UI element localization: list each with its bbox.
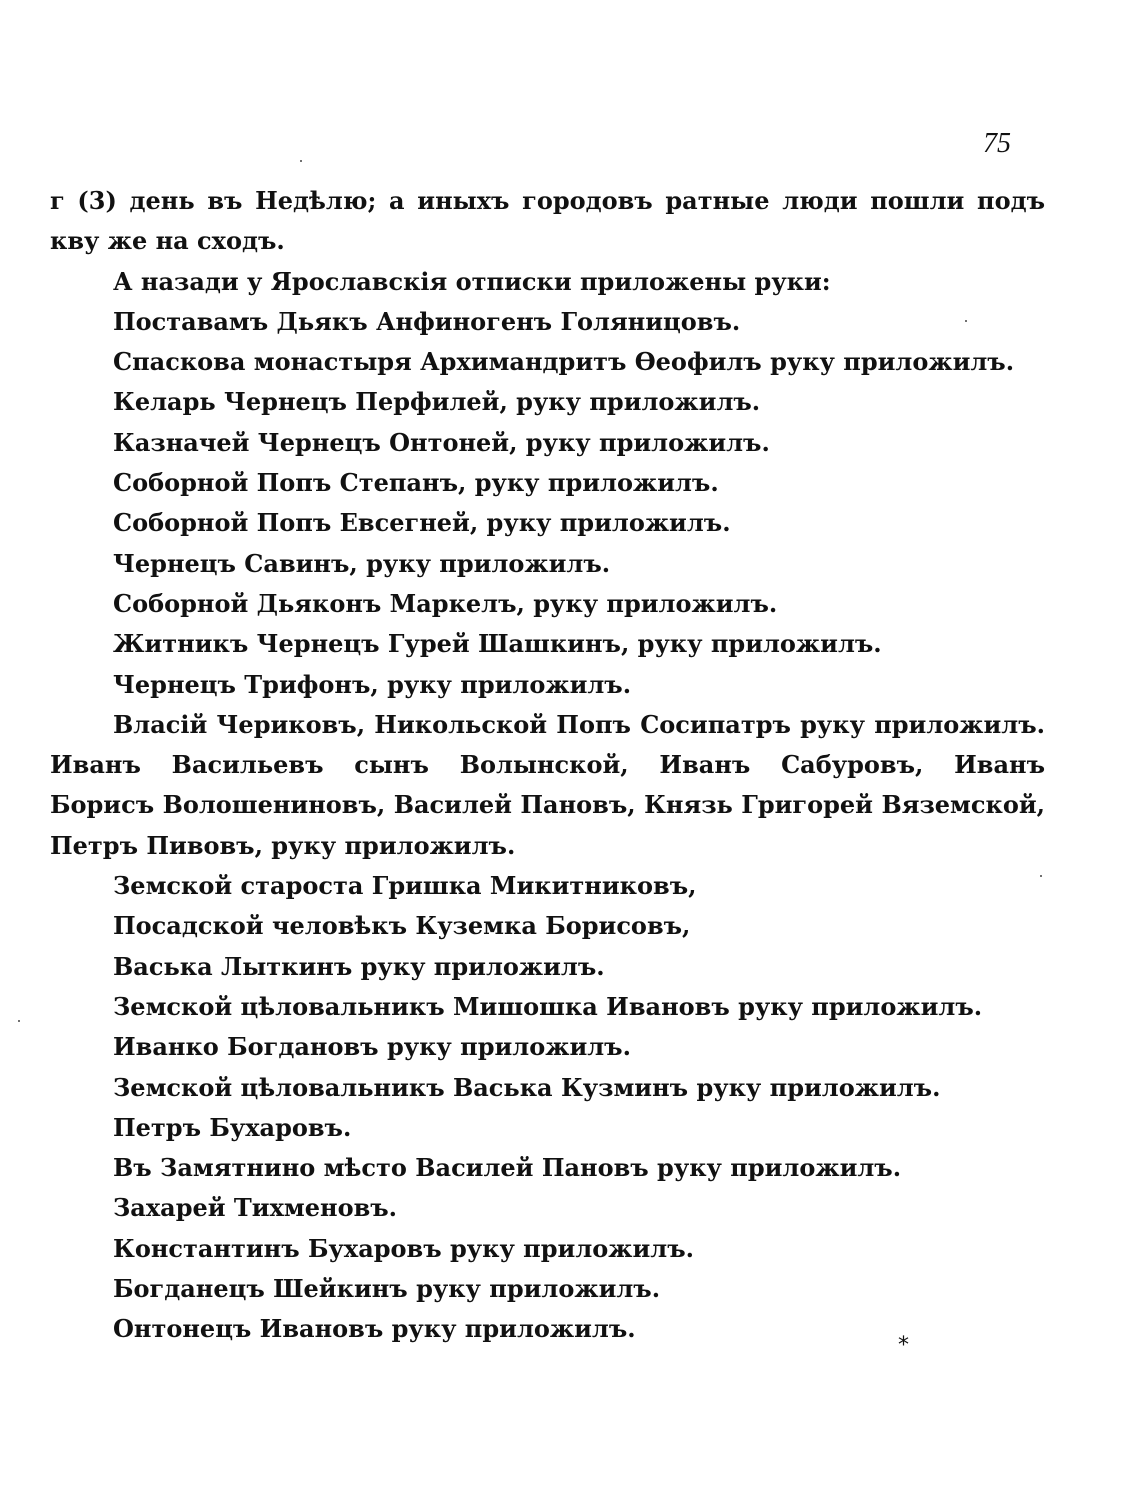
text-line: Чернецъ Трифонъ, руку приложилъ. (113, 669, 632, 699)
text-line: Константинъ Бухаровъ руку приложилъ. (113, 1233, 694, 1263)
text-line: Келарь Чернецъ Перфилей, руку приложилъ. (113, 387, 761, 417)
text-line: г (3) день въ Недѣлю; а иныхъ городовъ ратные люди пошли подъ (50, 186, 1045, 215)
scan-speck (18, 1020, 20, 1022)
text-line: кву же на сходъ. (50, 226, 285, 256)
text-line: Спаскова монастыря Архимандритъ Ѳеофилъ руку приложилъ. (113, 347, 1015, 377)
text-line: Захарей Тихменовъ. (113, 1193, 398, 1223)
text-line: Иванко Богдановъ руку приложилъ. (113, 1032, 631, 1062)
scan-speck (300, 160, 302, 162)
text-line: Борисъ Волошениновъ, Василей Пановъ, Князь Григорей Вяземской, (50, 790, 1045, 820)
page-number: 75 (983, 128, 1011, 159)
text-line: Соборной Дьяконъ Маркелъ, руку приложилъ. (113, 588, 778, 618)
text-line: Поставамъ Дьякъ Анфиногенъ Голяницовъ. (113, 306, 741, 336)
text-line: Иванъ Васильевъ сынъ Волынской, Иванъ Сабуровъ, Иванъ (50, 750, 1045, 780)
scan-speck (965, 320, 967, 322)
text-line: Земской староста Гришка Микитниковъ, (113, 871, 697, 901)
end-ornament: * (898, 1333, 909, 1358)
text-line: А назади у Ярославскія отписки приложены руки: (113, 266, 831, 296)
text-line: Богданецъ Шейкинъ руку приложилъ. (113, 1274, 661, 1304)
text-line: Васька Лыткинъ руку приложилъ. (113, 951, 605, 981)
page-body (50, 181, 1045, 1350)
text-line: Соборной Попъ Степанъ, руку приложилъ. (113, 468, 719, 498)
text-line: Земской цѣловальникъ Мишошка Ивановъ руку приложилъ. (113, 991, 983, 1021)
text-line: Петръ Бухаровъ. (113, 1112, 352, 1142)
text-line: Петръ Пивовъ, руку приложилъ. (50, 830, 516, 860)
text-line: Земской цѣловальникъ Васька Кузминъ руку приложилъ. (113, 1072, 941, 1102)
text-line: Посадской человѣкъ Куземка Борисовъ, (113, 911, 691, 941)
text-line: Соборной Попъ Евсегней, руку приложилъ. (113, 508, 731, 538)
text-line: Онтонецъ Ивановъ руку приложилъ. (113, 1314, 636, 1344)
scan-speck (1040, 875, 1042, 877)
text-line: Чернецъ Савинъ, руку приложилъ. (113, 548, 611, 578)
text-line: Казначей Чернецъ Онтоней, руку приложилъ. (113, 427, 770, 457)
text-line: Власій Чериковъ, Никольской Попъ Сосипатръ руку приложилъ. (113, 709, 1045, 739)
text-line: Въ Замятнино мѣсто Василей Пановъ руку приложилъ. (113, 1153, 902, 1183)
text-line: Житникъ Чернецъ Гурей Шашкинъ, руку приложилъ. (113, 629, 882, 659)
